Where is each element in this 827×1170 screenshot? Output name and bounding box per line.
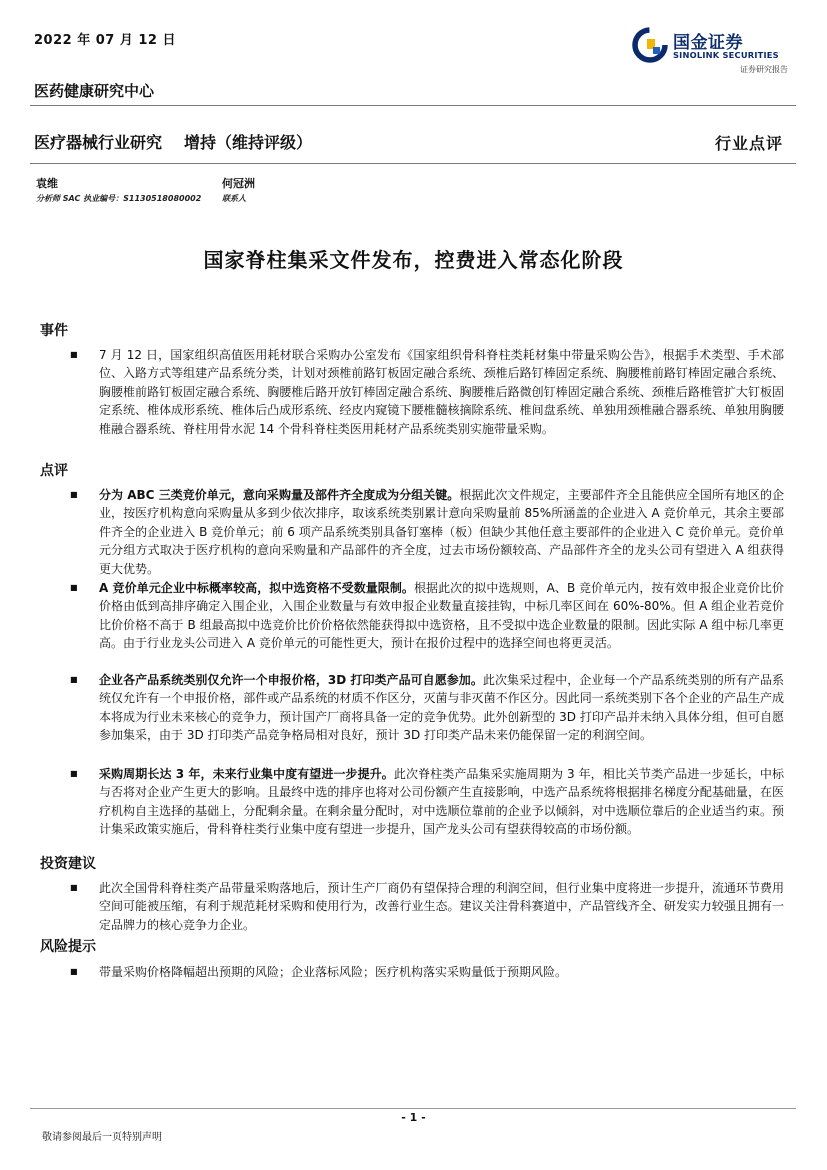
bullet-icon: ■ — [70, 490, 78, 499]
title-divider — [30, 163, 796, 164]
section-heading-comment: 点评 — [40, 463, 68, 479]
sinolink-logo-icon — [632, 27, 668, 63]
header-divider — [30, 105, 796, 106]
industry-name: 医疗器械行业研究 — [34, 133, 163, 152]
contact-name: 何冠洲 — [222, 177, 255, 190]
contact-role: 联系人 — [222, 194, 246, 203]
section-heading-event: 事件 — [40, 323, 68, 339]
comment-1-body: 根据此次文件规定，主要部件齐全且能供应全国所有地区的企业，按医疗机构意向采购量从多到少依次排序，取该系统类别累计意向采购量前 85%所涵盖的企业进入 A 竞价单元，其余主要部件齐全的企业进入 B 竞价单元；前 6 项产品系统类别具备钉塞棒（板）但缺少其他任意主要部件的企业进入 C 竞价单元。竞价单元分组方式取决于医疗机构的意向采购量和产品部件的齐全度，过去市场份额较高、产品部件齐全的龙头公司有望进入 A 组获得更大优势。 — [99, 488, 784, 576]
bullet-icon: ■ — [70, 675, 78, 684]
comment-3-lead: 企业各产品系统类别仅允许一个申报价格，3D 打印类产品可自愿参加。 — [99, 673, 483, 687]
event-paragraph: 7 月 12 日，国家组织高值医用耗材联合采购办公室发布《国家组织骨科脊柱类耗材集中带量采购公告》，根据手术类型、手术部位、入路方式等组建产品系统分类，计划对颈椎前路钉板固定融合系统、颈椎后路钉棒固定系统、胸腰椎前路钉棒固定融合系统、胸腰椎前路钉板固定融合系统、胸腰椎后路开放钉棒固定融合系统、胸腰椎后路微创钉棒固定融合系统、颈椎后路椎管扩大钉板固定系统、椎体成形系统、椎体后凸成形系统、经皮内窥镜下腰椎髓核摘除系统、椎间盘系统、单独用颈椎融合器系统、单独用胸腰椎融合器系统、脊柱用骨水泥 14 个骨科脊柱类医用耗材产品系统类别实施带量采购。 — [99, 348, 784, 436]
section-heading-risk: 风险提示 — [40, 939, 96, 955]
company-logo — [632, 25, 792, 77]
bullet-icon: ■ — [70, 883, 78, 892]
bullet-icon: ■ — [70, 583, 78, 592]
comment-2-lead: A 竞价单元企业中标概率较高，拟中选资格不受数量限制。 — [99, 581, 414, 595]
comment-paragraph-3 — [99, 671, 784, 745]
bullet-icon: ■ — [70, 769, 78, 778]
section-heading-advice: 投资建议 — [40, 856, 96, 872]
comment-3-body: 此次集采过程中，企业每一个产品系统类别的所有产品系统仅允许有一个申报价格，部件或产品系统的材质不作区分，灭菌与非灭菌不作区分。因此同一系统类别下各个企业的产品生产成本将成为行业未来核心的竞争力，预计国产厂商将具备一定的竞争优势。此外创新型的 3D 打印产品并未纳入具体分组，但可自愿参加集采，由于 3D 打印类产品竞争格局相对良好，预计 3D 打印类产品未来仍能保留一定的利润空间。 — [99, 673, 784, 743]
rating: 增持（维持评级） — [184, 133, 313, 152]
logo-en-text: SINOLINK SECURITIES — [673, 50, 779, 60]
comment-1-lead: 分为 ABC 三类竞价单元，意向采购量及部件齐全度成为分组关键。 — [99, 488, 460, 502]
bullet-icon: ■ — [70, 350, 78, 359]
disclaimer-note: 敬请参阅最后一页特别声明 — [42, 1132, 162, 1143]
logo-subtitle: 证券研究报告 — [740, 65, 788, 74]
comment-paragraph-1 — [99, 486, 784, 578]
industry-line — [34, 130, 312, 153]
footer-divider — [30, 1108, 796, 1109]
logo-cn-text: 国金证券 — [673, 33, 743, 53]
risk-paragraph: 带量采购价格降幅超出预期的风险；企业落标风险；医疗机构落实采购量低于预期风险。 — [99, 965, 568, 979]
analyst-name: 袁维 — [36, 177, 58, 190]
page-number: - 1 - — [401, 1111, 426, 1124]
advice-paragraph: 此次全国骨科脊柱类产品带量采购落地后，预计生产厂商仍有望保持合理的利润空间，但行业集中度将进一步提升，流通环节费用空间可能被压缩，有利于规范耗材采购和使用行为，改善行业生态。建议关注骨科赛道中，产品管线齐全、研发实力较强且拥有一定品牌力的核心竞争力企业。 — [99, 881, 784, 932]
research-center: 医药健康研究中心 — [34, 82, 155, 100]
report-date: 2022 年 07 月 12 日 — [34, 33, 176, 48]
report-type: 行业点评 — [714, 134, 783, 153]
comment-2-body: 根据此次的拟中选规则，A、B 竞价单元内，按有效申报企业竞价比价价格由低到高排序确定入围企业，入围企业数量与有效申报企业数量直接挂钩，中标几率区间在 60%-80%。但 A 组企业若竞价比价价格不高于 B 组最高拟中选竞价比价价格依然能获得拟中选资格，且不受拟中选企业数量的限制。因此实际 A 组中标几率更高。由于行业龙头公司进入 A 竞价单元的可能性更大，预计在报价过程中的选择空间也将更灵活。 — [99, 581, 784, 651]
analyst-sac: 分析师 SAC 执业编号：S1130518080002 — [36, 194, 202, 203]
comment-paragraph-2 — [99, 579, 784, 653]
comment-4-lead: 采购周期长达 3 年，未来行业集中度有望进一步提升。 — [99, 767, 394, 781]
comment-paragraph-4 — [99, 765, 784, 839]
report-title: 国家脊柱集采文件发布，控费进入常态化阶段 — [203, 248, 624, 272]
comment-4-body: 此次脊柱类产品集采实施周期为 3 年，相比关节类产品进一步延长，中标与否将对企业产生更大的影响。且最终中选的排序也将对公司份额产生直接影响，中选产品系统将根据排名梯度分配基础量，在医疗机构自主选择的基础上，分配剩余量。在剩余量分配时，对中选顺位靠前的企业予以倾斜，对中选顺位靠后的企业适当约束。预计集采政策实施后，骨科脊柱类行业集中度有望进一步提升，国产龙头公司有望获得较高的市场份额。 — [99, 767, 784, 837]
bullet-icon: ■ — [70, 967, 78, 976]
